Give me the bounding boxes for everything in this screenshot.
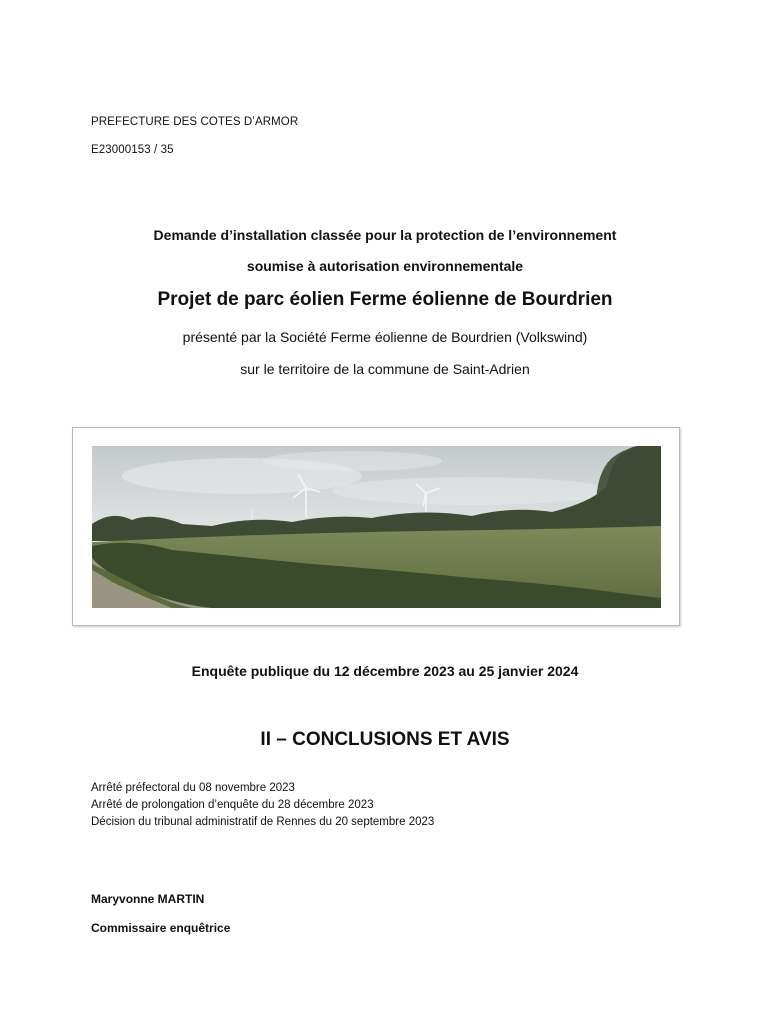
arrete-line: Arrêté de prolongation d’enquête du 28 décembre 2023 — [91, 799, 374, 811]
cloud — [332, 477, 612, 505]
author-role: Commissaire enquêtrice — [91, 921, 231, 935]
presenter-line: présenté par la Société Ferme éolienne de Bourdrien (Volkswind) — [182, 329, 588, 345]
territory-line: sur le territoire de la commune de Saint-Adrien — [240, 361, 530, 377]
prefecture-header: PREFECTURE DES COTES D’ARMOR — [91, 116, 299, 128]
project-title: Projet de parc éolien Ferme éolienne de Bourdrien — [157, 289, 613, 310]
section-title: II – CONCLUSIONS ET AVIS — [260, 729, 510, 750]
subject-line-2: soumise à autorisation environnementale — [246, 258, 524, 274]
arrete-line: Décision du tribunal administratif de Rennes du 20 septembre 2023 — [91, 816, 435, 828]
cloud — [262, 451, 442, 471]
wind-farm-photo — [92, 446, 661, 608]
photo-frame — [72, 427, 680, 626]
subject-line-1: Demande d’installation classée pour la protection de l’environnement — [153, 227, 617, 243]
arrete-line: Arrêté préfectoral du 08 novembre 2023 — [91, 782, 295, 794]
author-name: Maryvonne MARTIN — [91, 892, 205, 906]
public-inquiry-dates: Enquête publique du 12 décembre 2023 au 25 janvier 2024 — [191, 663, 579, 679]
case-reference: E23000153 / 35 — [91, 144, 174, 156]
